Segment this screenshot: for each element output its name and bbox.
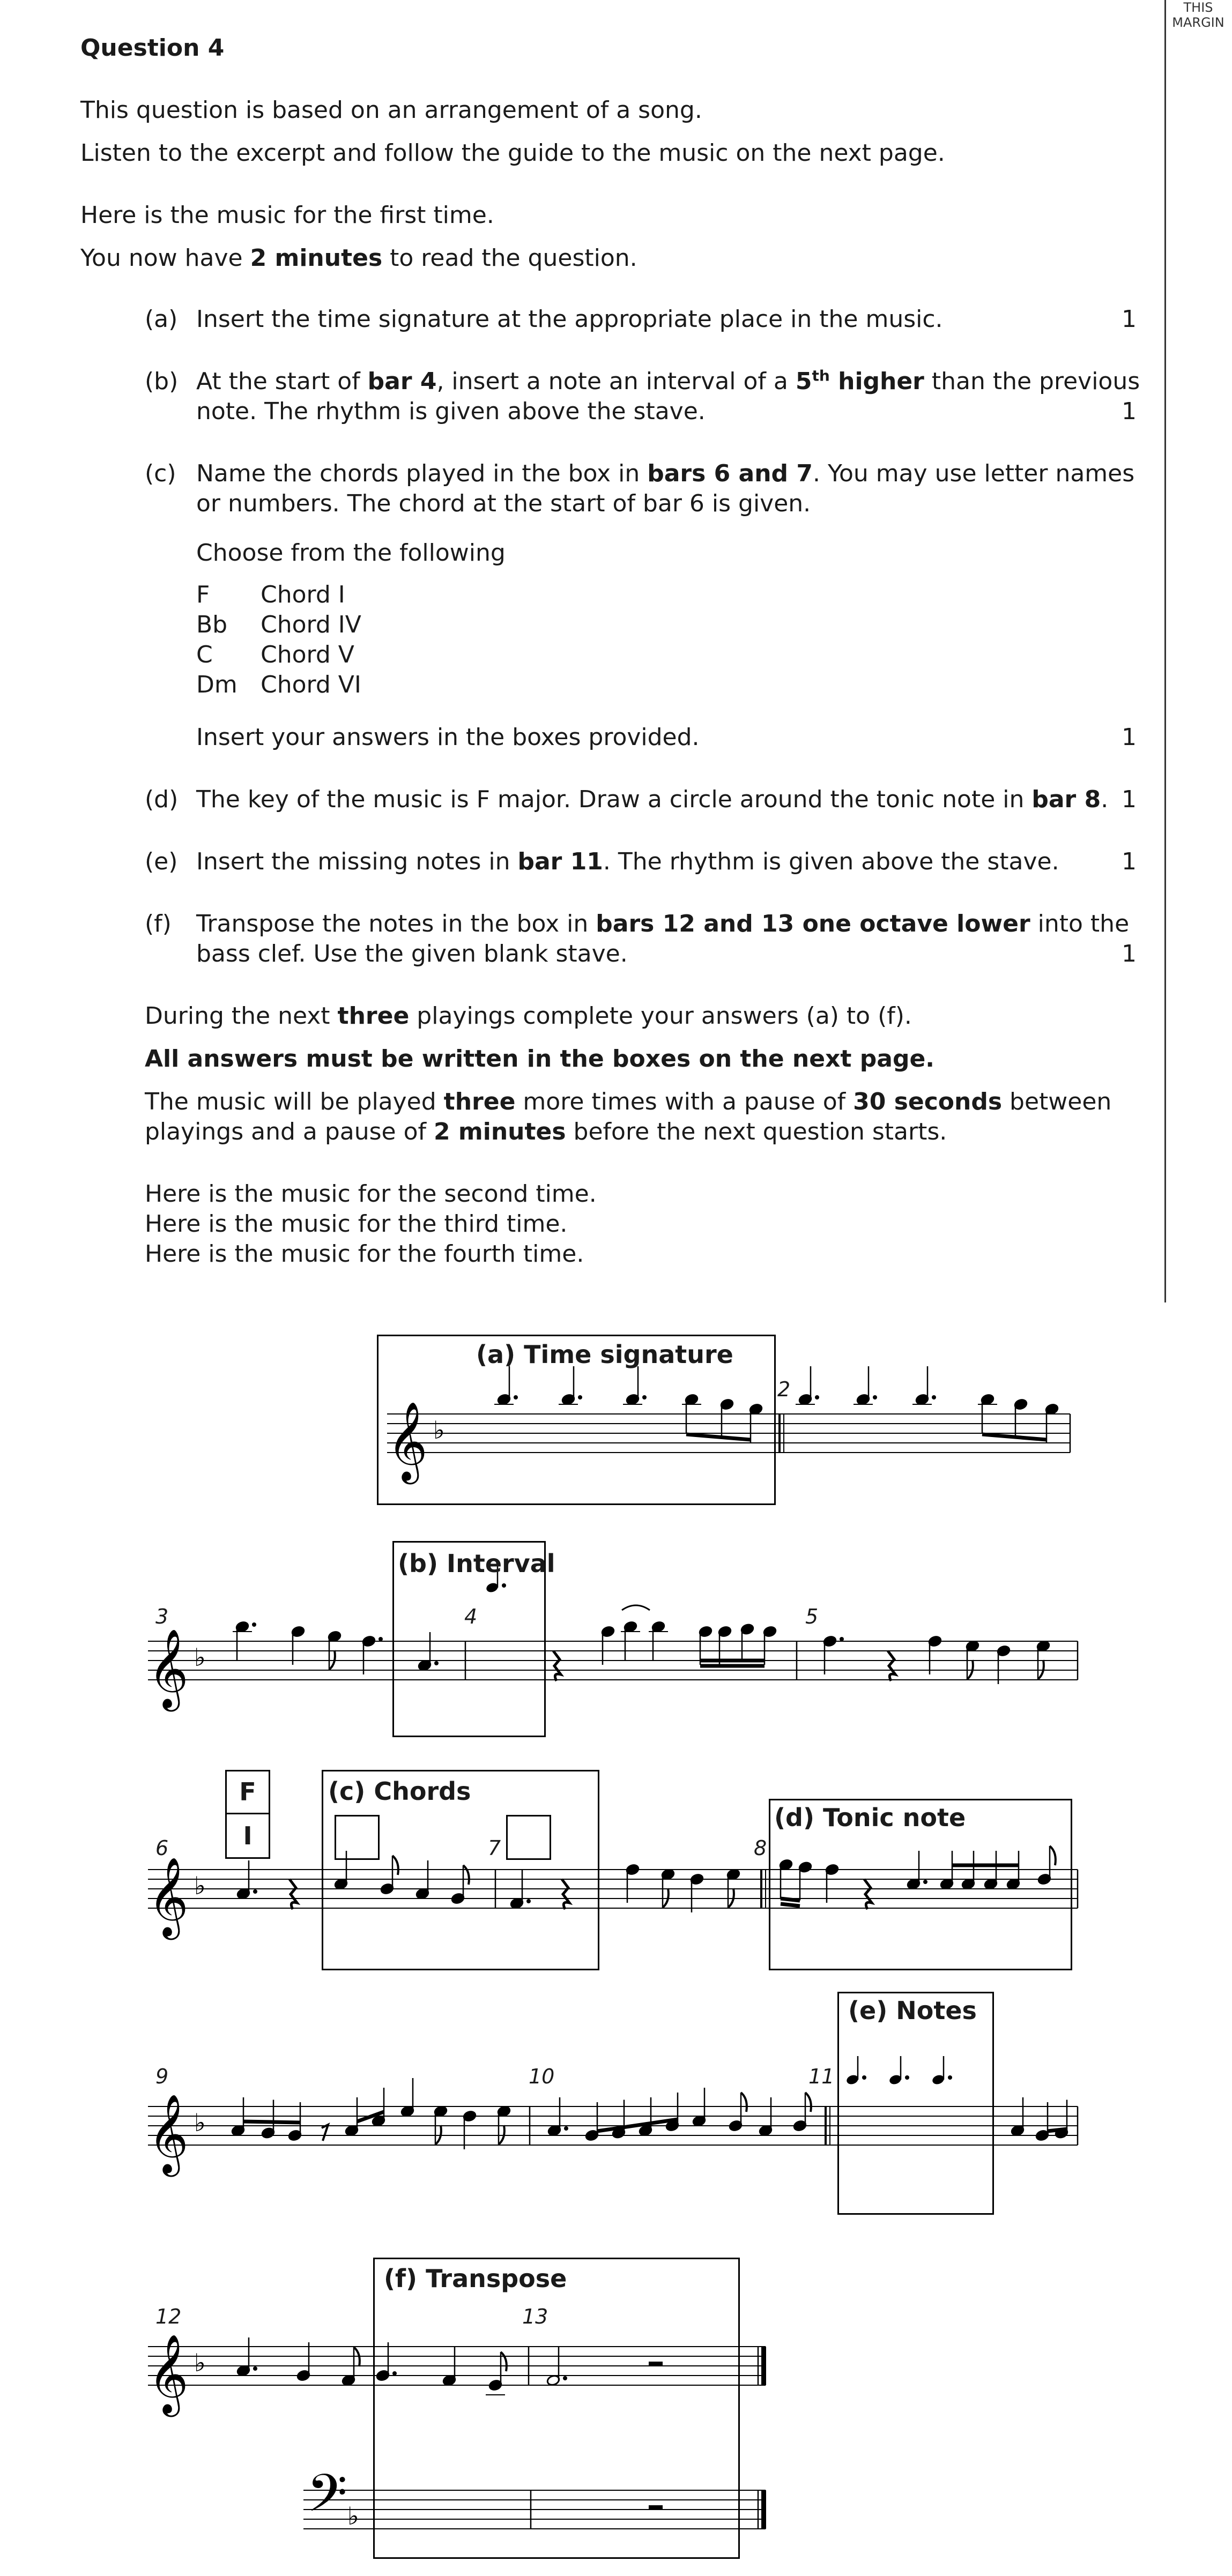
tonic-note-box-label: (d) Tonic note xyxy=(774,1803,966,1832)
part-c-insert: Insert your answers in the boxes provided. xyxy=(196,724,700,751)
bar-number-2: 2 xyxy=(777,1378,791,1401)
part-a-text: Insert the time signature at the appropriate place in the music. xyxy=(196,306,943,333)
part-b-line-2: note. The rhythm is given above the stave. xyxy=(196,398,706,425)
chord-answer-bar6[interactable] xyxy=(335,1815,380,1860)
part-c-marks: 1 xyxy=(1122,724,1137,751)
part-f-marks: 1 xyxy=(1122,940,1137,967)
final-barline-thick-bass xyxy=(761,2490,766,2529)
given-chord-letter: F xyxy=(239,1777,256,1806)
bar-number-6: 6 xyxy=(155,1836,169,1860)
part-e-text: Insert the missing notes in bar 11. The rhythm is given above the stave. xyxy=(196,848,1059,875)
part-d-marks: 1 xyxy=(1122,786,1137,813)
bar-number-4: 4 xyxy=(464,1605,478,1628)
chord-letter-f: F xyxy=(196,581,210,608)
note-dot xyxy=(840,1637,844,1641)
treble-clef-icon: 𝄞 xyxy=(148,1628,189,1708)
part-b-line-1: At the start of bar 4, insert a note an interval of a 5th higher than the previous xyxy=(196,367,1140,395)
part-d-label: (d) xyxy=(145,786,179,813)
part-c-choose: Choose from the following xyxy=(196,539,506,567)
time-signature-box-label: (a) Time signature xyxy=(476,1340,733,1369)
chords-box-label: (c) Chords xyxy=(328,1777,471,1806)
part-b-label: (b) xyxy=(145,368,179,395)
notes-box-label: (e) Notes xyxy=(848,1996,977,2025)
part-a-label: (a) xyxy=(145,306,178,333)
transpose-answer-box[interactable] xyxy=(373,2258,740,2559)
note-dot xyxy=(873,1395,877,1399)
intro-line-1: This question is based on an arrangement of a song. xyxy=(80,96,702,124)
bar-number-8: 8 xyxy=(754,1836,767,1860)
bar-number-3: 3 xyxy=(155,1605,169,1628)
bar-number-12: 12 xyxy=(155,2305,182,2328)
crotchet-rest-icon xyxy=(290,1879,297,1909)
flat-icon: ♭ xyxy=(194,2348,206,2377)
tie xyxy=(622,1605,650,1610)
first-time-text: Here is the music for the first time. xyxy=(80,202,494,229)
part-a-marks: 1 xyxy=(1122,306,1137,333)
part-b-marks: 1 xyxy=(1122,398,1137,425)
bar-number-13: 13 xyxy=(522,2305,548,2328)
part-c-line-1: Name the chords played in the box in bars 6 and 7. You may use letter names xyxy=(196,460,1135,487)
part-e-marks: 1 xyxy=(1122,848,1137,875)
chord-name-v: Chord V xyxy=(261,641,354,668)
given-chord-divider xyxy=(227,1813,269,1814)
beam xyxy=(243,2121,300,2123)
notes-answer-box[interactable] xyxy=(837,1992,994,2215)
flat-icon: ♭ xyxy=(433,1416,445,1445)
flat-icon: ♭ xyxy=(347,2501,359,2530)
intro-line-2: Listen to the excerpt and follow the guide to the music on the next page. xyxy=(80,139,945,167)
note-flag xyxy=(805,2093,811,2112)
chord-letter-c: C xyxy=(196,641,213,668)
third-time-text: Here is the music for the third time. xyxy=(145,1210,568,1238)
part-c-line-2: or numbers. The chord at the start of bar 6 is given. xyxy=(196,490,811,517)
part-e-label: (e) xyxy=(145,848,178,875)
crotchet-rest-icon xyxy=(888,1651,895,1681)
bass-clef-icon: 𝄢 xyxy=(307,2462,347,2536)
played-line-1: The music will be played three more times with a pause of 30 seconds between xyxy=(145,1088,1112,1115)
chord-name-vi: Chord VI xyxy=(261,671,361,698)
interval-box-label: (b) Interval xyxy=(398,1549,555,1578)
treble-clef-icon: 𝄞 xyxy=(148,2334,189,2414)
played-line-2: playings and a pause of 2 minutes before the next question starts. xyxy=(145,1118,947,1145)
chord-letter-bb: Bb xyxy=(196,611,228,638)
flat-icon: ♭ xyxy=(194,1871,206,1900)
chord-letter-dm: Dm xyxy=(196,671,238,698)
part-f-line-2: bass clef. Use the given blank stave. xyxy=(196,940,628,967)
final-barline-thick-treble xyxy=(761,2347,766,2385)
question-title: Question 4 xyxy=(80,34,225,62)
note-dot xyxy=(932,1395,936,1399)
note-dot xyxy=(815,1395,819,1399)
next-playings-text: During the next three playings complete your answers (a) to (f). xyxy=(145,1002,912,1030)
crotchet-rest-icon xyxy=(553,1651,561,1681)
chord-answer-bar7[interactable] xyxy=(506,1815,551,1860)
reading-time-text: You now have 2 minutes to read the question. xyxy=(80,244,637,272)
part-f-label: (f) xyxy=(145,910,172,937)
note-dot xyxy=(252,1622,256,1627)
treble-clef-icon: 𝄞 xyxy=(148,1857,189,1937)
treble-clef-icon: 𝄞 xyxy=(387,1401,428,1481)
part-d-text: The key of the music is F major. Draw a circle around the tonic note in bar 8. xyxy=(196,786,1109,813)
transpose-box-label: (f) Transpose xyxy=(384,2264,567,2293)
chord-name-iv: Chord IV xyxy=(261,611,361,638)
chord-name-i: Chord I xyxy=(261,581,345,608)
fourth-time-text: Here is the music for the fourth time. xyxy=(145,1240,584,1268)
flat-icon: ♭ xyxy=(194,2108,206,2137)
given-chord-numeral: I xyxy=(243,1821,253,1850)
note-dot xyxy=(253,1889,257,1894)
all-answers-text: All answers must be written in the boxes on the next page. xyxy=(145,1045,935,1073)
part-f-line-1: Transpose the notes in the box in bars 12 and 13 one octave lower into the xyxy=(196,910,1130,937)
margin-label: THIS MARGIN xyxy=(1172,0,1224,30)
bar-number-10: 10 xyxy=(529,2065,555,2088)
treble-clef-icon: 𝄞 xyxy=(148,2094,189,2173)
quaver-rest-icon xyxy=(322,2125,328,2141)
note-dot xyxy=(253,2366,257,2371)
beam xyxy=(1048,2129,1067,2131)
note-dot xyxy=(564,2126,568,2131)
bar-number-5: 5 xyxy=(805,1605,819,1628)
beam xyxy=(982,1434,1047,1440)
second-time-text: Here is the music for the second time. xyxy=(145,1180,597,1208)
bar-number-9: 9 xyxy=(155,2065,169,2088)
bar-number-7: 7 xyxy=(488,1836,501,1860)
bar-number-11: 11 xyxy=(808,2065,835,2088)
flat-icon: ♭ xyxy=(194,1643,206,1672)
note-dot xyxy=(378,1637,383,1641)
note-flag xyxy=(741,2093,747,2112)
part-c-label: (c) xyxy=(145,460,176,487)
